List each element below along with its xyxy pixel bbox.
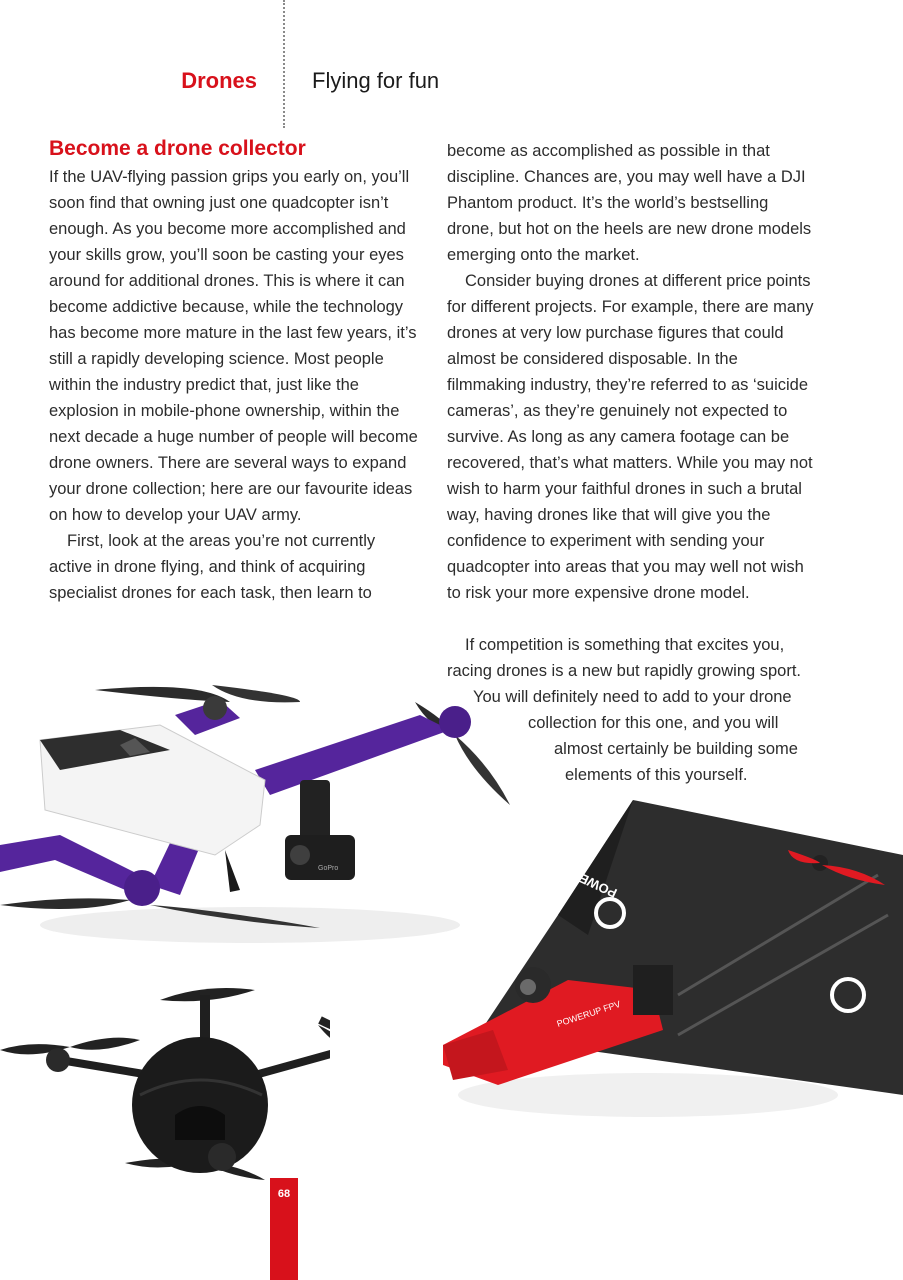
- motor-icon: [124, 870, 160, 906]
- article-heading: Become a drone collector: [49, 137, 306, 160]
- brand-print: POWERUP: [552, 858, 620, 901]
- page-number-tab: [270, 1178, 298, 1280]
- camera-icon: [175, 1106, 225, 1140]
- motor-icon: [46, 1048, 70, 1072]
- drone-arm: [0, 835, 140, 892]
- paragraph: First, look at the areas you’re not currently active in drone flying, and think of acquiring specialist drones for each task, then learn to: [49, 532, 376, 602]
- sphere-body: [132, 1037, 268, 1173]
- motor-icon: [203, 696, 227, 720]
- left-column: [49, 164, 419, 606]
- paper-plane-drone-photo: [438, 795, 903, 1135]
- paragraph: become as accomplished as possible in that discipline. Chances are, you may well have a DJI Phantom product. It’s the world’s bestselling drone, but hot on the heels are new drone models emerging onto the market.: [447, 142, 812, 264]
- propeller-icon: [318, 1025, 330, 1055]
- text-line: You will definitely need to add to your drone: [473, 688, 792, 706]
- right-column: [447, 138, 819, 606]
- propeller-icon: [0, 898, 130, 909]
- text-line: racing drones is a new but rapidly growing sport.: [447, 662, 802, 680]
- pod-label: POWERUP FPV: [555, 998, 622, 1029]
- paragraph: If the UAV-flying passion grips you early on, you’ll soon find that owning just one quadcopter isn’t enough. As you become more accomplished and your skills grow, you’ll soon be casting your eyes around for additional drones. This is where it can become addictive because, while the technology has become more mature in the last few years, it’s still a rapidly developing science. Most people within the industry predict that, just like the explosion in mobile-phone ownership, within the next decade a huge number of people will become drone owners. There are several ways to expand your drone collection; here are our favourite ideas on how to develop your UAV army.: [49, 168, 418, 524]
- sphere-drone-photo: [0, 965, 330, 1205]
- text-line: almost certainly be building some: [554, 740, 798, 758]
- motor-icon: [208, 1143, 236, 1171]
- header-divider: [283, 0, 285, 128]
- section-title: Flying for fun: [312, 68, 440, 93]
- camera-label: GoPro: [318, 865, 339, 872]
- drone-arm: [255, 715, 450, 795]
- paragraph: Consider buying drones at different price points for different projects. For example, there are many drones at very low purchase figures that could almost be considered disposable. In the filmmaking industry, they’re referred to as ‘suicide cameras’, as they’re genuinely not expected to survive. As long as any camera footage can be recovered, that’s what matters. While you may not wish to harm your faithful drones in such a brutal way, having drones like that will give you the confidence to experiment with sending your quadcopter into areas that you may well not wish to risk your more expensive drone model.: [447, 272, 814, 602]
- propeller-icon: [70, 1038, 140, 1050]
- motor-icon: [439, 706, 471, 738]
- text-line: If competition is something that excites you,: [465, 636, 785, 654]
- text-line: collection for this one, and you will: [528, 714, 779, 732]
- text-line: elements of this yourself.: [565, 766, 748, 784]
- page-number: 68: [277, 1188, 291, 1200]
- section-label: Drones: [181, 68, 257, 93]
